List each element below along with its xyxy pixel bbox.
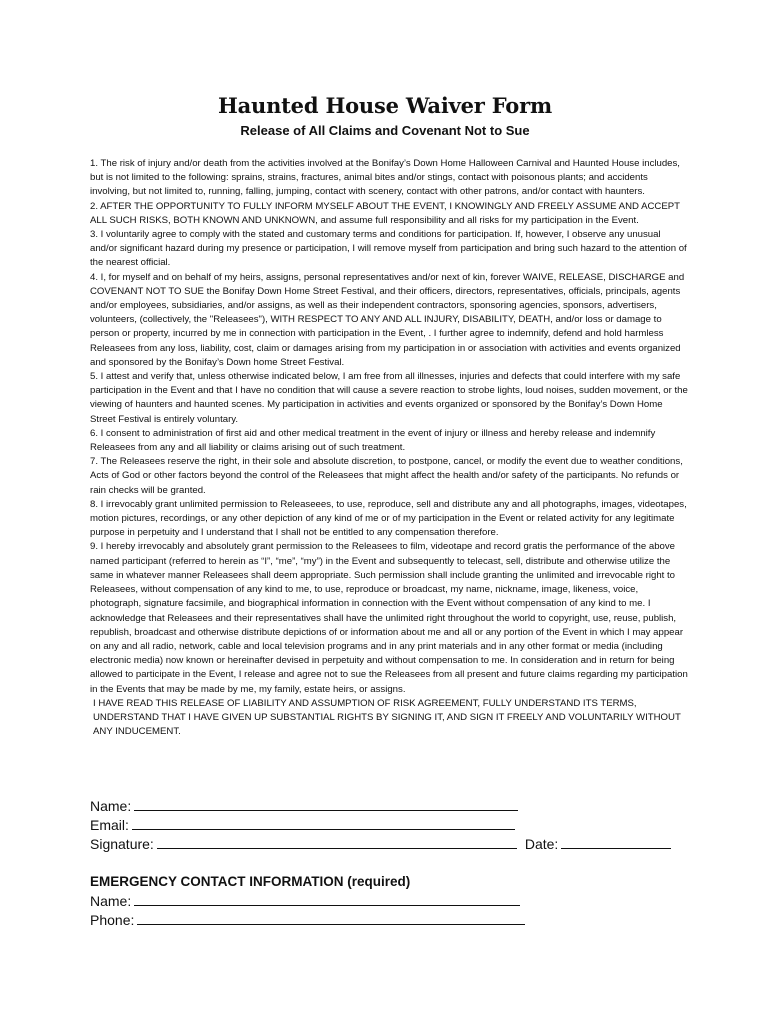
emergency-name-field[interactable]	[134, 892, 520, 906]
participant-fields	[90, 797, 710, 854]
clause-3: 3. I voluntarily agree to comply with the stated and customary terms and conditions for participation. If, however, I observe any unusual and/or significant hazard during my presence or participation, I will remove myself from participation and bring such hazard to the attention of the nearest official.	[90, 229, 687, 269]
clause-5: 5. I attest and verify that, unless otherwise indicated below, I am free from all illnesses, injuries and defects that could interfere with my safe participation in the Event and that I have no condition that will cause a severe reaction to strobe lights, loud noises, sudden movement, or the viewing of haunters and haunted scenes. My participation in activities and events organized or sponsored by the Bonifay’s Down Home Street Festival is entirely voluntary.	[90, 371, 688, 425]
waiver-terms	[90, 157, 690, 739]
closing-statement: I HAVE READ THIS RELEASE OF LIABILITY AND ASSUMPTION OF RISK AGREEMENT, FULLY UNDERSTAND ITS TERMS, UNDERSTAND THAT I HAVE GIVEN UP SUBSTANTIAL RIGHTS BY SIGNING IT, AND SIGN IT FREELY AND VOLUNTARILY WITHOUT ANY INDUCEMENT.	[93, 697, 681, 738]
page-title: Haunted House Waiver Form	[218, 93, 552, 118]
clause-4: 4. I, for myself and on behalf of my heirs, assigns, personal representatives and/or next of kin, forever WAIVE, RELEASE, DISCHARGE and COVENANT NOT TO SUE the Bonifay Down Home Street Festival, and their officers, directors, representatives, officials, principals, agents and/or employees, subsidiaries, and/or assigns, as well as their independent contractors, sponsoring agencies, sponsors, advertisers, volunteers, (collectively, the "Releasees"), WITH RESPECT TO ANY AND ALL INJURY, DISABILITY, DEATH, and/or loss or damage to person or property, incurred by me in connection with participation in the Event, . I further agree to indemnify, defend and hold harmless Releasees from any loss, liability, cost, claim or damages arising from my participation in or association with activities and events organized and sponsored by the Bonifay’s Down home Street Festival.	[90, 271, 685, 368]
emergency-heading: EMERGENCY CONTACT INFORMATION (required)	[90, 874, 411, 889]
emergency-phone-row	[90, 911, 710, 930]
clause-1: 1. The risk of injury and/or death from the activities involved at the Bonifay’s Down Home Halloween Carnival and Haunted House includes, but is not limited to the following: sprains, strains, fractures, animal bites and/or stings, contact with poisonous plants; and accidents involving, but not limited to, running, falling, jumping, contact with scenery, contact with other patrons, and/or contact with haunters.	[90, 158, 680, 198]
emergency-name-label: Name:	[90, 893, 132, 909]
clause-9: 9. I hereby irrevocably and absolutely grant permission to the Releasees to film, videotape and record gratis the performance of the above named participant (referred to herein as “I”, “me”, “my”) in the Event and subsequently to telecast, sell, distribute and otherwise utilize the same in whatever manner Releasees shall deem appropriate. Such permission shall include granting the unlimited and irrevocable right to Releasees, without compensation of any kind to me, to use, reproduce or broadcast, my name, nickname, image, likeness, voice, photograph, signature facsimile, and biographical information in connection with the Event without compensation of any kind to me. I acknowledge that Releasees and their representatives shall have the unlimited right throughout the world to copyright, use, reuse, publish, republish, broadcast and otherwise distribute depictions of or information about me and all or any portion of the Event in which I may appear on any and all radio, network, cable and local television programs and in any print materials and in any other format or media (including electronic media) now known or hereinafter devised in perpetuity and without compensation to me. In consideration and in return for being allowed to participate in the Event, I release and agree not to sue the Releasees from all present and future claims regarding my participation in the Events that may be made by me, my family, estate heirs, or assigns.	[90, 541, 688, 695]
name-row	[90, 797, 710, 816]
date-label: Date:	[524, 836, 559, 852]
signature-row	[90, 835, 710, 854]
emergency-name-row	[90, 892, 710, 911]
email-row	[90, 816, 710, 835]
emergency-phone-label: Phone:	[90, 912, 135, 928]
emergency-phone-field[interactable]	[137, 911, 525, 925]
name-field[interactable]	[134, 797, 518, 811]
email-label: Email:	[90, 817, 129, 833]
clause-6: 6. I consent to administration of first aid and other medical treatment in the event of injury or illness and hereby release and indemnify Releasees from any and all liability or claims arising out of such treatment.	[90, 427, 656, 454]
signature-field[interactable]	[157, 835, 517, 849]
clause-7: 7. The Releasees reserve the right, in their sole and absolute discretion, to postpone, cancel, or modify the event due to weather conditions, Acts of God or other factors beyond the control of the Releasees that might affect the health and/or safety of the participants. No refunds or rain checks will be granted.	[90, 456, 683, 496]
date-field[interactable]	[561, 835, 671, 849]
clause-8: 8. I irrevocably grant unlimited permission to Releaseees, to use, reproduce, sell and distribute any and all photographs, images, videotapes, motion pictures, recordings, or any other depiction of any kind of me or of my participation in the Event or related activity for any legitimate purpose in perpetuity and I understand that I shall not be entitled to any compensation therefore.	[90, 498, 687, 539]
name-label: Name:	[90, 798, 132, 814]
email-field[interactable]	[132, 816, 515, 830]
page-subtitle: Release of All Claims and Covenant Not to Sue	[240, 123, 530, 138]
clause-2: 2. AFTER THE OPPORTUNITY TO FULLY INFORM MYSELF ABOUT THE EVENT, I KNOWINGLY AND FREELY ASSUME AND ACCEPT ALL SUCH RISKS, BOTH KNOWN AND UNKNOWN, and assume full responsibility and all risks for my participation in the Event.	[90, 200, 680, 226]
emergency-contact-section	[90, 872, 710, 930]
signature-label: Signature:	[90, 836, 154, 852]
